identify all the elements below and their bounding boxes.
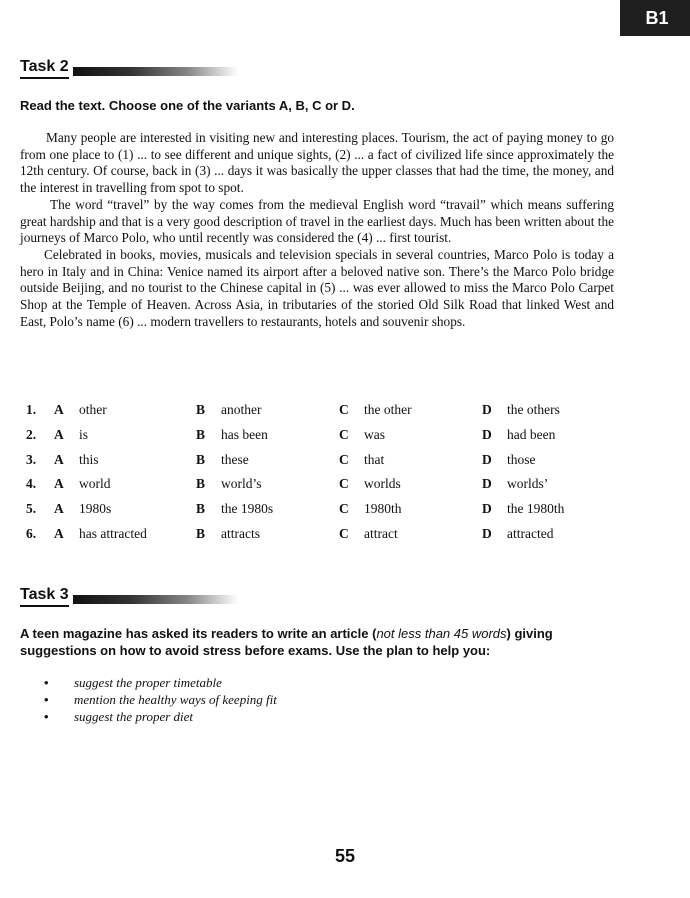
option-d[interactable]: the 1980th (507, 501, 565, 517)
option-d[interactable]: the others (507, 402, 560, 417)
plan-item (44, 674, 277, 691)
option-b[interactable]: these (221, 451, 249, 467)
letter-a: A (54, 525, 64, 541)
letter-c: C (339, 501, 349, 517)
option-row (26, 501, 616, 526)
letter-c: C (339, 476, 349, 492)
task3-instruction-italic: not less than 45 words (376, 626, 507, 641)
question-number: 6. (26, 525, 37, 541)
option-row (26, 452, 616, 477)
letter-c: C (339, 451, 349, 467)
option-d[interactable]: had been (507, 426, 556, 442)
question-number: 3. (26, 451, 37, 467)
option-b[interactable]: attracts (221, 525, 260, 541)
letter-a: A (54, 501, 64, 517)
task3-instruction-part1: A teen magazine has asked its readers to write an article ( (20, 626, 377, 641)
letter-b: B (196, 451, 206, 467)
plan-item-text: mention the healthy ways of keeping fit (74, 692, 277, 707)
letter-a: A (54, 426, 64, 442)
option-d[interactable]: attracted (507, 525, 554, 541)
answer-options (26, 402, 616, 551)
bullet-icon: • (44, 709, 49, 724)
page-number: 55 (334, 846, 356, 866)
option-row (26, 526, 616, 551)
option-a[interactable]: has attracted (79, 525, 147, 541)
plan-item-text: suggest the proper diet (74, 709, 194, 724)
option-a[interactable]: is (79, 426, 89, 442)
option-a[interactable]: 1980s (79, 501, 112, 517)
option-b[interactable]: has been (221, 426, 268, 442)
plan-item (44, 708, 277, 725)
option-b[interactable]: the 1980s (221, 501, 274, 517)
option-row (26, 427, 616, 452)
option-b[interactable]: another (221, 402, 262, 417)
letter-d: D (482, 451, 492, 467)
letter-b: B (196, 402, 206, 417)
task3-instruction-part2: ) giving suggestions on how to avoid stress before exams. Use the plan to help you: (20, 626, 553, 658)
task3-heading-bar (73, 595, 238, 604)
letter-a: A (54, 451, 64, 467)
option-c[interactable]: attract (364, 525, 398, 541)
paragraph-3: Celebrated in books, movies, musicals and television specials in several countries, Marco Polo is today a hero in Italy and in China: Venice named its airport after a beloved native son. There’s the Marco Polo bridge outside Beijing, and no tourist to the Chinese capital in (5) ... was ever allowed to miss the Marco Polo Carpet Shop at the Temple of Heaven. Across Asia, in tributaries of the storied Old Silk Road that linked West and East, Polo’s name (6) ... modern travellers to restaurants, hotels and souvenir shops. (20, 246, 614, 329)
question-number: 1. (26, 402, 37, 417)
plan-list (44, 674, 277, 725)
level-tab: B1 (620, 0, 690, 36)
letter-b: B (196, 426, 206, 442)
task2-title: Task 2 (20, 58, 69, 79)
paragraph-2: The word “travel” by the way comes from the medieval English word “travail” which means suffering great hardship and that is a very good description of travel in the earliest days. Much has been written about the journeys of Marco Polo, who until recently was considered the (4) ... first tourist. (20, 196, 614, 246)
plan-item-text: suggest the proper timetable (74, 675, 222, 690)
task3-heading (20, 586, 238, 607)
option-row (26, 402, 616, 427)
task3-title: Task 3 (20, 586, 69, 607)
option-c[interactable]: was (364, 426, 385, 442)
option-c[interactable]: that (364, 451, 385, 467)
task2-heading (20, 58, 238, 79)
option-a[interactable]: this (79, 451, 99, 467)
option-d[interactable]: those (507, 451, 536, 467)
letter-a: A (54, 402, 64, 417)
option-a[interactable]: world (79, 476, 111, 492)
letter-d: D (482, 525, 492, 541)
task2-heading-bar (73, 67, 238, 76)
bullet-icon: • (44, 692, 49, 707)
letter-d: D (482, 501, 492, 517)
option-c[interactable]: 1980th (364, 501, 402, 517)
letter-d: D (482, 402, 492, 417)
plan-item (44, 691, 277, 708)
option-b[interactable]: world’s (221, 476, 262, 492)
letter-d: D (482, 476, 492, 492)
question-number: 4. (26, 476, 37, 492)
paragraph-1: Many people are interested in visiting new and interesting places. Tourism, the act of paying money to go from one place to (1) ... to see different and unique sights, (2) ... a fact of civilized life since approximately the 12th century. Of course, back in (3) ... days it was basically the upper classes that had the time, the money, and the interest in travelling from spot to spot. (20, 130, 614, 196)
option-row (26, 476, 616, 501)
letter-b: B (196, 525, 206, 541)
letter-c: C (339, 525, 349, 541)
letter-b: B (196, 476, 206, 492)
letter-b: B (196, 501, 206, 517)
question-number: 5. (26, 501, 37, 517)
reading-passage (20, 130, 614, 330)
question-number: 2. (26, 426, 37, 442)
letter-c: C (339, 426, 349, 442)
option-d[interactable]: worlds’ (507, 476, 549, 492)
task3-instruction (20, 625, 620, 659)
letter-d: D (482, 426, 492, 442)
option-a[interactable]: other (79, 402, 107, 417)
bullet-icon: • (44, 675, 49, 690)
option-c[interactable]: worlds (364, 476, 401, 492)
letter-c: C (339, 402, 349, 417)
task2-instruction: Read the text. Choose one of the variants A, B, C or D. (20, 98, 355, 113)
letter-a: A (54, 476, 64, 492)
option-c[interactable]: the other (364, 402, 412, 417)
